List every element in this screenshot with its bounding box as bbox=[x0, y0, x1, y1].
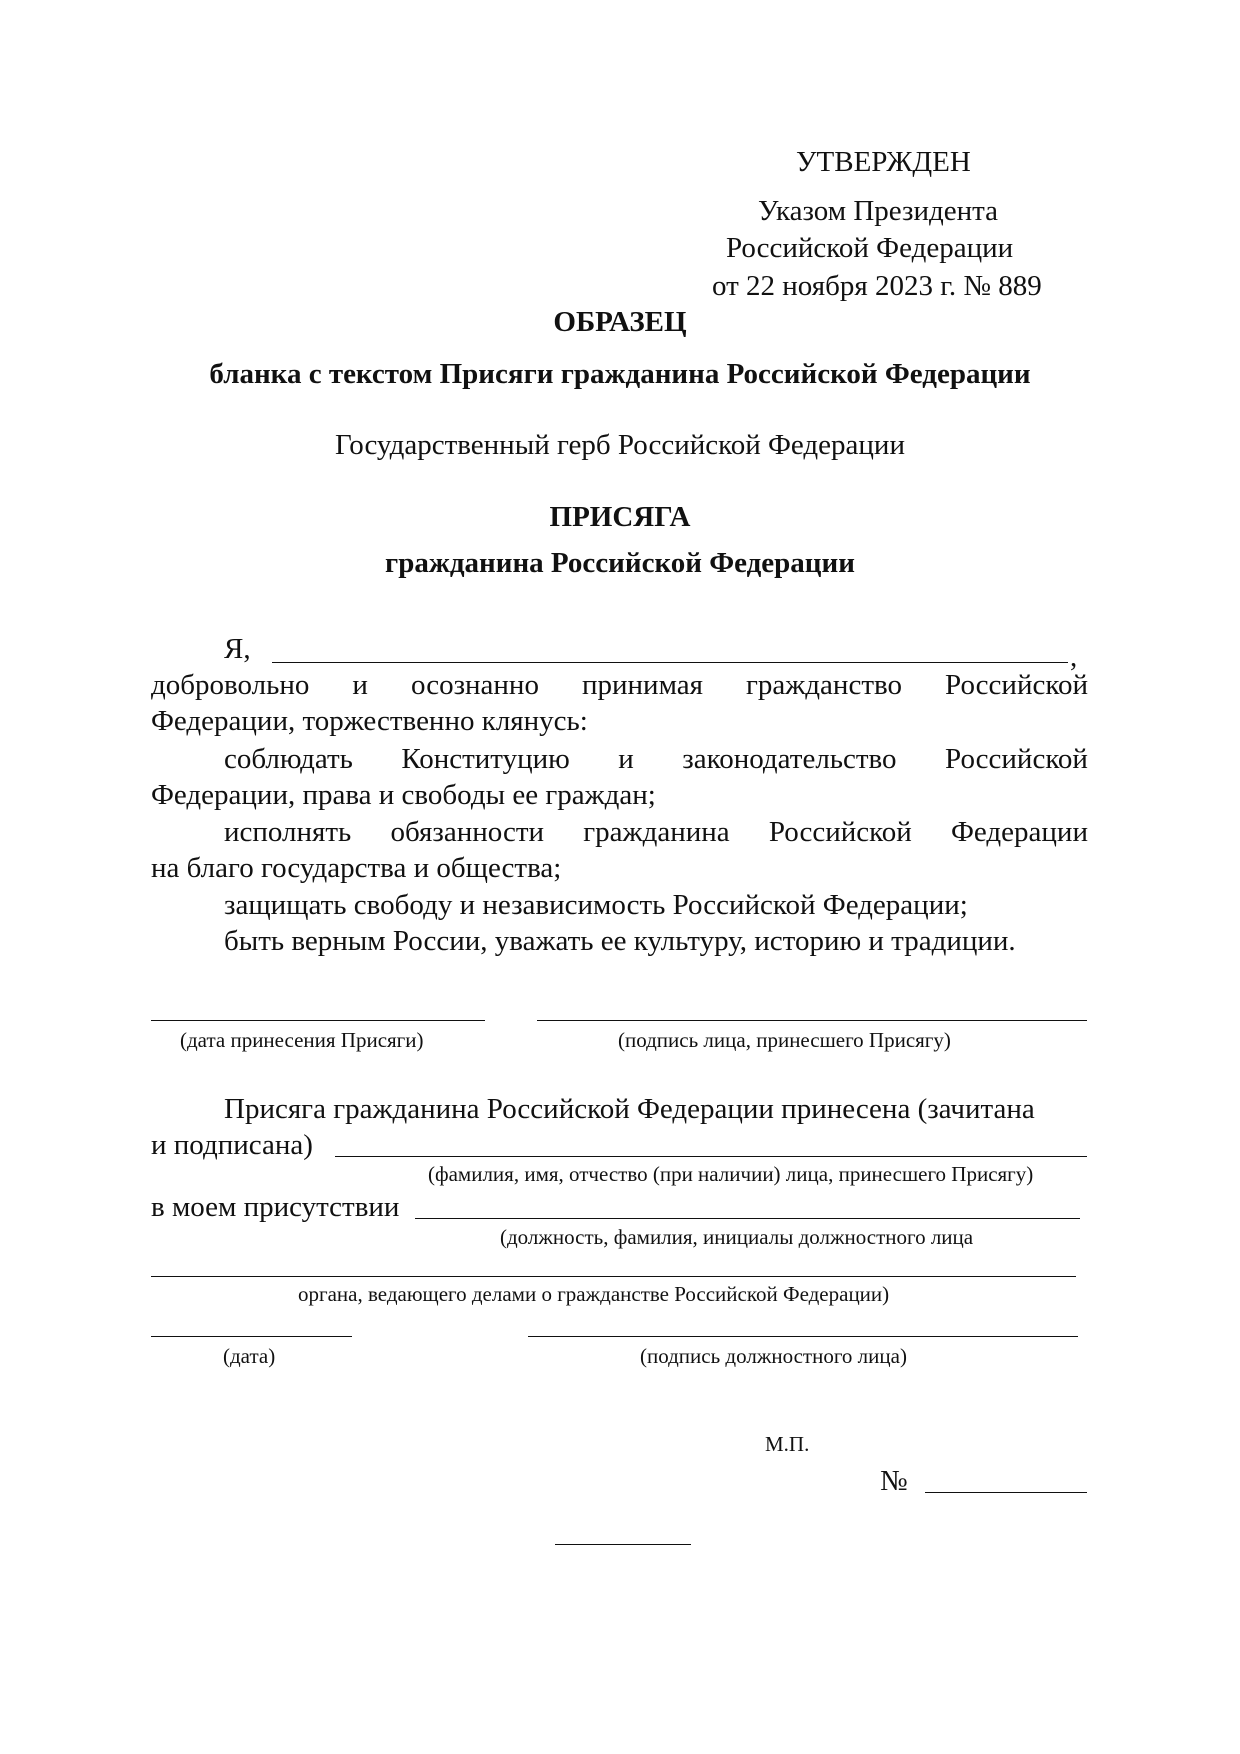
oath-taker-name-line bbox=[335, 1156, 1087, 1157]
oath-taker-caption: (фамилия, имя, отчество (при наличии) лица, принесшего Присягу) bbox=[428, 1162, 1034, 1186]
word: Российской bbox=[768, 816, 912, 848]
approval-line-2: Российской Федерации bbox=[726, 232, 1014, 264]
sample-title: ОБРАЗЕЦ bbox=[553, 306, 687, 338]
oath-intro-comma: , bbox=[1070, 641, 1078, 673]
oath-title: ПРИСЯГА bbox=[549, 501, 691, 533]
official-signature-caption: (подпись должностного лица) bbox=[640, 1344, 907, 1368]
word: и bbox=[618, 743, 634, 775]
word: принимая bbox=[582, 669, 703, 701]
official-date-line bbox=[151, 1336, 352, 1337]
word: гражданство bbox=[746, 669, 902, 701]
word: Российской bbox=[945, 743, 1088, 775]
official-date-caption: (дата) bbox=[223, 1344, 276, 1368]
word: гражданина bbox=[583, 816, 730, 848]
approval-title: УТВЕРЖДЕН bbox=[796, 146, 971, 178]
para4: защищать свободу и независимость Российской Федерации; bbox=[224, 889, 968, 921]
oath-intro: Я, bbox=[224, 633, 251, 665]
form-subtitle: бланка с текстом Присяги гражданина Российской Федерации bbox=[209, 358, 1031, 390]
word: обязанности bbox=[390, 816, 545, 848]
word: Российской bbox=[945, 669, 1088, 701]
para1-line1 bbox=[151, 668, 1088, 702]
approval-line-1: Указом Президента bbox=[758, 195, 999, 227]
oath-date-line bbox=[151, 1020, 485, 1021]
word: добровольно bbox=[151, 669, 310, 701]
official-signature-line bbox=[528, 1336, 1078, 1337]
closing-divider bbox=[555, 1544, 691, 1545]
word: осознанно bbox=[410, 669, 539, 701]
official-position-line bbox=[415, 1218, 1080, 1219]
stamp-place: М.П. bbox=[765, 1432, 810, 1456]
oath-subtitle: гражданина Российской Федерации bbox=[385, 547, 855, 579]
certification-line-1: Присяга гражданина Российской Федерации принесена (зачитана bbox=[224, 1093, 1035, 1125]
oath-date-caption: (дата принесения Присяги) bbox=[180, 1028, 424, 1052]
emblem-note: Государственный герб Российской Федерации bbox=[335, 429, 905, 461]
number-fill-line bbox=[925, 1492, 1087, 1493]
para2-line1 bbox=[224, 742, 1088, 776]
para3-line1 bbox=[224, 815, 1088, 849]
number-sign: № bbox=[880, 1465, 908, 1497]
para3-line2: на благо государства и общества; bbox=[151, 852, 562, 884]
official-caption-2: органа, ведающего делами о гражданстве Российской Федерации) bbox=[298, 1282, 890, 1306]
word: Федерации bbox=[951, 816, 1088, 848]
official-organ-line bbox=[151, 1276, 1076, 1277]
official-caption-1: (должность, фамилия, инициалы должностного лица bbox=[500, 1225, 974, 1249]
para2-line2: Федерации, права и свободы ее граждан; bbox=[151, 779, 656, 811]
para5: быть верным России, уважать ее культуру, историю и традиции. bbox=[224, 925, 1016, 957]
oath-signature-line bbox=[537, 1020, 1087, 1021]
word: Конституцию bbox=[401, 743, 570, 775]
approval-line-3: от 22 ноября 2023 г. № 889 bbox=[712, 270, 1042, 302]
word: соблюдать bbox=[224, 743, 353, 775]
word: и bbox=[352, 669, 368, 701]
presence-label: в моем присутствии bbox=[151, 1191, 400, 1223]
word: законодательство bbox=[682, 743, 897, 775]
para1-line2: Федерации, торжественно клянусь: bbox=[151, 705, 588, 737]
oath-signature-caption: (подпись лица, принесшего Присягу) bbox=[618, 1028, 951, 1052]
name-fill-line bbox=[272, 662, 1068, 663]
word: исполнять bbox=[224, 816, 352, 848]
certification-line-2: и подписана) bbox=[151, 1129, 313, 1161]
